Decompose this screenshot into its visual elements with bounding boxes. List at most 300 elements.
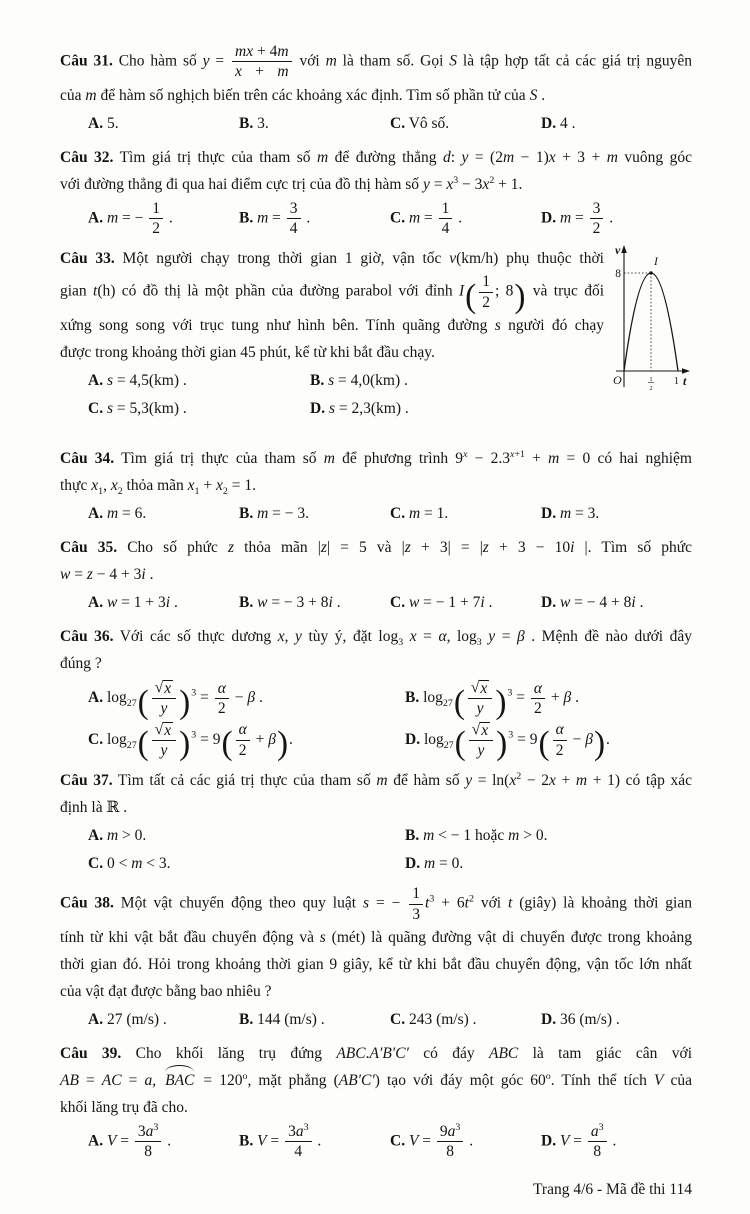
subscript: 27 [443, 739, 454, 751]
math-var: z [404, 539, 411, 557]
math-var: a [295, 1123, 304, 1141]
fraction-denominator: x + m [235, 63, 289, 81]
math-var: x [446, 175, 454, 193]
question-31-line-1: Câu 31. Cho hàm số y = $\frac{mx + 4m}{x + m}$ với m là tham số. Gọi S là tập hợp tất cả các giá trị nguyên [60, 43, 692, 81]
math-var: x [463, 449, 468, 460]
option-39-D: D. V = $\frac{a^3}{8}$ . [541, 1121, 617, 1161]
fraction [590, 199, 604, 239]
math-var: m [277, 63, 289, 81]
math-var: s [328, 400, 335, 418]
option-31-B: B. 3. [239, 114, 269, 132]
math-var: β [247, 689, 256, 707]
math-var: x [548, 772, 556, 790]
question-31-line-2: của m để hàm số nghịch biến trên các khoảng xác định. Tìm số phần tử của S . [60, 86, 546, 104]
superscript: 3 [598, 1121, 604, 1133]
option-37-C: C. 0 < m < 3. [88, 855, 171, 873]
option-label: A. [88, 114, 104, 132]
parabola-figure [610, 241, 692, 393]
question-39-line-1: Câu 39. Cho khối lăng trụ đứng ABC.A′B′C′ có đáy ABC là tam giác cân với [60, 1045, 692, 1063]
fraction-numerator: 3 [287, 200, 301, 219]
subscript: 27 [442, 698, 453, 710]
radicand: x [481, 721, 489, 739]
option-label: C. [88, 400, 104, 418]
fraction [553, 720, 567, 760]
big-paren-open: ( [453, 683, 465, 721]
fraction-denominator: 2 [555, 741, 564, 759]
option-38-A: A. 27 (m/s) . [88, 1011, 167, 1029]
option-34-A: A. m = 6. [88, 505, 147, 523]
fraction-denominator [469, 741, 493, 759]
fraction [152, 678, 176, 719]
math-var: t [464, 894, 469, 912]
big-paren-close: ) [496, 725, 508, 763]
bold-text: Câu 34. [60, 450, 115, 468]
fraction-denominator: 3 [412, 905, 421, 923]
math-var: i [570, 539, 575, 557]
big-paren-close: ) [514, 277, 526, 315]
option-33-C: C. s = 5,3(km) . [88, 400, 187, 418]
math-var: ABC [336, 1045, 366, 1063]
page-footer: Trang 4/6 - Mã đề thi 114 [532, 1180, 692, 1198]
question-32-line-2: với đường thẳng đi qua hai điểm cực trị của đồ thị hàm số $y = x^3 - 3x^2 + 1$. [60, 174, 523, 193]
fraction-numerator: 1 [409, 885, 423, 904]
math-var: x [216, 477, 223, 495]
math-var: β [585, 730, 593, 748]
math-var: v [449, 250, 457, 268]
math-var: m [277, 43, 289, 60]
math-var: m [548, 450, 560, 468]
math-var: x [409, 628, 417, 646]
subscript: 2 [117, 486, 123, 498]
option-38-D: D. 36 (m/s) . [541, 1011, 620, 1029]
option-31-D: D. 4 . [541, 114, 576, 132]
fraction-numerator: $3a^3$ [285, 1123, 311, 1142]
superscript: 3 [455, 1121, 461, 1133]
math-var: x [548, 148, 556, 166]
option-34-C: C. m = 1. [390, 505, 449, 523]
fraction-numerator: $9a^3$ [437, 1123, 463, 1142]
questions [60, 42, 692, 1162]
option-36-B: B. $\log_{27}$( √ x y )$^3$ = $\frac{\alpha}{2}$ + β . [405, 679, 579, 721]
radicand: x [164, 680, 172, 698]
bold-text: Câu 35. [60, 539, 118, 557]
fraction [469, 720, 493, 761]
question-38-line-1: Câu 38. Một vật chuyển động theo quy luật s = − $\frac{1}{3}$ $t^3 + 6t^2$ với t (giây) là khoảng thời gian [60, 885, 692, 923]
math-var: m [106, 827, 119, 845]
fraction-numerator [588, 1123, 607, 1142]
question-33-line-2: gian t(h) có đồ thị là một phần của đường parabol với đỉnh I( $\frac{1}{2}$ ; 8) và trục đối [60, 273, 604, 315]
question-33-line-3: xứng song song với trục tung như hình bên. Tính quãng đường s người đó chạy [60, 317, 604, 335]
vertex-point [649, 272, 652, 275]
big-paren-open: ( [137, 683, 149, 721]
question-37-options-row [60, 850, 692, 877]
big-paren-open: ( [454, 725, 466, 763]
math-var: s [328, 372, 335, 390]
math-var: w [60, 566, 71, 584]
question-33 [60, 245, 692, 423]
bold-text: Câu 39. [60, 1045, 122, 1063]
subscript: 2 [222, 486, 228, 498]
fraction [232, 42, 292, 82]
option-label: B. [405, 827, 420, 845]
math-var: α [217, 679, 226, 697]
fraction [468, 678, 492, 719]
question-38-line-3: thời gian đó. Hỏi trong khoảng thời gian 9 giây, kể từ khi bắt đầu chuyển động, vận tốc lớn nhất [60, 956, 692, 974]
radicand: x [164, 721, 172, 739]
option-label: A. [88, 372, 104, 390]
option-38-C: C. 243 (m/s) . [390, 1011, 477, 1029]
option-label: C. [88, 855, 104, 873]
fraction-numerator: 1 [479, 273, 493, 292]
question-36-options-row [60, 678, 692, 719]
question-39-options-row [60, 1122, 692, 1162]
option-label: A. [88, 1011, 104, 1029]
fraction-numerator [152, 679, 176, 699]
math-var: s [362, 894, 370, 912]
math-var: V [653, 1072, 664, 1090]
option-39-B: B. V = $\frac{3a^3}{4}$ . [239, 1121, 322, 1161]
v-axis-arrow [621, 245, 627, 253]
math-var: d [442, 148, 451, 166]
option-label: D. [405, 855, 421, 873]
superscript: o [545, 1070, 551, 1082]
math-var: V [408, 1132, 419, 1150]
question-37-line-2: định là ℝ . [60, 799, 128, 817]
fraction-denominator: 2 [217, 699, 226, 717]
fraction-denominator [152, 741, 176, 759]
fraction-denominator [152, 699, 176, 717]
math-var: AB [60, 1072, 79, 1090]
math-var: a [447, 1123, 456, 1141]
math-var: mx [235, 43, 254, 60]
option-33-A: A. s = 4,5(km) . [88, 372, 187, 390]
math-var: y [488, 628, 496, 646]
question-36-line-2: đúng ? [60, 655, 102, 673]
question-35 [60, 534, 692, 616]
math-var: y [202, 52, 210, 70]
math-var: m [408, 209, 421, 227]
question-34 [60, 445, 692, 527]
origin-label: O [613, 373, 622, 388]
fraction-denominator: 4 [441, 220, 450, 238]
question-38-line-2: tính từ khi vật bắt đầu chuyển động và s (mét) là quãng đường vật di chuyển được trong khoảng [60, 929, 692, 947]
option-36-C: C. $\log_{27}$( √ x y )$^3$ = 9( $\frac{\alpha}{2}$ + β). [88, 720, 293, 763]
option-label: D. [541, 594, 557, 612]
math-var: i [480, 594, 485, 612]
math-var: V [559, 1132, 570, 1150]
subscript: 27 [126, 698, 137, 710]
fraction [149, 199, 163, 239]
math-var: t [93, 282, 98, 300]
math-var: m [85, 86, 97, 104]
angle-arc-over: BAC [163, 1067, 196, 1094]
math-var: x [91, 477, 99, 495]
math-var: w [408, 594, 420, 612]
fraction [409, 884, 423, 924]
subscript: 3 [398, 637, 404, 649]
option-32-D: D. m = $\frac{3}{2}$ . [541, 199, 614, 238]
question-34-line-1: Câu 34. Tìm giá trị thực của tham số m để phương trình $9^x - 2.3^{x+1} + m = 0$ có hai nghiệm [60, 449, 692, 468]
option-32-C: C. m = $\frac{1}{4}$ . [390, 199, 463, 238]
option-37-A: A. m > 0. [88, 827, 147, 845]
tick-one-label: 1 [674, 376, 679, 388]
superscript: 3 [508, 729, 514, 741]
bold-text: Câu 38. [60, 894, 114, 912]
question-34-line-2: thực $x_1$, $x_2$ thỏa mãn $x_1 + x_2 = 1$. [60, 477, 256, 498]
option-39-C: C. V = $\frac{9a^3}{8}$ . [390, 1121, 474, 1161]
math-var: S [449, 52, 458, 70]
option-label: C. [390, 1011, 406, 1029]
t-axis-arrow [682, 369, 690, 375]
math-var: y [476, 700, 484, 718]
question-32 [60, 144, 692, 239]
option-label: A. [88, 689, 104, 707]
fraction-denominator: 2 [534, 699, 542, 717]
fraction [531, 679, 545, 719]
math-var: A′B′C′ [369, 1045, 409, 1063]
option-label: D. [541, 505, 557, 523]
fraction-numerator [531, 680, 545, 699]
peak-value-label: 8 [615, 268, 621, 281]
math-var: AB′C′ [338, 1072, 375, 1090]
option-39-A: A. V = $\frac{3a^3}{8}$ . [88, 1121, 172, 1161]
math-var: m [559, 505, 572, 523]
question-34-options-row [60, 500, 692, 527]
option-label: B. [239, 114, 254, 132]
superscript: 3 [429, 893, 435, 905]
math-var: x [187, 477, 195, 495]
question-33-options-row [60, 367, 604, 394]
option-34-B: B. m = − 3. [239, 505, 310, 523]
math-var: y [422, 175, 430, 193]
fraction-numerator [152, 721, 176, 741]
superscript: 2 [516, 771, 522, 783]
option-31-A: A. 5. [88, 114, 119, 132]
question-36 [60, 623, 693, 763]
big-paren-close: ) [495, 683, 507, 721]
question-39 [60, 1040, 692, 1162]
question-32-line-1: Câu 32. Tìm giá trị thực của tham số m để đường thẳng d: y = (2m − 1)x + 3 + m vuông góc [60, 148, 692, 166]
fraction-denominator: 4 [294, 1143, 303, 1161]
superscript [463, 449, 467, 460]
math-var: α [555, 721, 564, 739]
big-paren-open: ( [137, 725, 149, 763]
math-var: a [145, 1123, 154, 1141]
option-label: B. [310, 372, 325, 390]
radical-sign: √ [154, 679, 164, 697]
option-label: A. [88, 827, 104, 845]
fraction [287, 199, 301, 239]
math-var: s [319, 929, 326, 947]
math-var: m [559, 209, 572, 227]
subscript: 1 [194, 486, 200, 498]
tick-half-numerator: 1 [649, 376, 653, 384]
big-paren-close: ) [593, 725, 606, 763]
math-var: α [533, 679, 542, 697]
fraction-numerator: 3 [590, 200, 604, 219]
option-label: B. [239, 209, 254, 227]
subscript: 27 [126, 739, 137, 751]
math-var: w [559, 594, 571, 612]
velocity-time-graph [610, 241, 692, 398]
subscript: 1 [98, 486, 104, 498]
math-var: α [238, 721, 247, 739]
square-root [155, 722, 173, 739]
option-35-B: B. w = − 3 + 8i . [239, 594, 341, 612]
math-var: m [408, 505, 421, 523]
option-label: A. [88, 505, 104, 523]
fraction [236, 720, 250, 760]
square-root [472, 722, 490, 739]
question-37 [60, 767, 692, 877]
option-37-B: B. m < − 1 hoặc m > 0. [405, 827, 548, 845]
question-38 [60, 884, 692, 1033]
option-label: D. [541, 209, 557, 227]
math-var: β [517, 628, 525, 646]
v-axis-label: v [615, 243, 621, 258]
superscript: 3 [453, 174, 459, 186]
big-paren-close: ) [276, 725, 289, 763]
math-var: m [131, 855, 143, 873]
fraction-numerator [236, 721, 250, 740]
superscript: 3 [191, 687, 197, 699]
fraction [285, 1122, 311, 1162]
superscript: 3 [153, 1121, 159, 1133]
option-label: A. [88, 594, 104, 612]
math-var: y [461, 148, 469, 166]
math-var: y [477, 742, 485, 760]
question-35-options-row [60, 589, 692, 616]
math-var: i [141, 566, 146, 584]
math-var: m [423, 855, 436, 873]
math-var: x [509, 772, 517, 790]
math-var: w [257, 594, 268, 612]
question-36-line-1: Câu 36. Với các số thực dương x, y tùy ý, đặt $\log_3 x = \alpha$, $\log_3 y = \beta$ . Mệnh đề nào dưới đây [60, 628, 693, 649]
subscript: 3 [476, 637, 482, 649]
fraction-numerator [215, 680, 229, 699]
t-axis-label: t [683, 374, 687, 389]
option-label: B. [239, 1132, 254, 1150]
question-31 [60, 42, 692, 137]
fraction-numerator [553, 721, 567, 740]
tick-half-denominator: 2 [649, 385, 653, 393]
math-var: a [144, 1072, 153, 1090]
question-32-options-row [60, 199, 692, 239]
bold-text: Câu 37. [60, 772, 113, 790]
math-var: m [502, 148, 515, 166]
option-label: C. [390, 114, 406, 132]
math-var: m [423, 827, 435, 845]
option-32-A: A. m = − $\frac{1}{2}$ . [88, 199, 173, 238]
option-36-A: A. $\log_{27}$( √ x y )$^3$ = $\frac{\alpha}{2}$ − β . [88, 679, 263, 721]
fraction-numerator: 1 [439, 200, 453, 219]
math-var: I [458, 282, 465, 300]
math-var: α [438, 628, 447, 646]
option-35-D: D. w = − 4 + 8i . [541, 594, 644, 612]
math-var: AC [101, 1072, 122, 1090]
math-var: m [575, 772, 588, 790]
math-var: β [563, 689, 572, 707]
fraction-numerator: $3a^3$ [135, 1123, 161, 1142]
option-31-C: C. Vô số. [390, 114, 450, 132]
math-var: x [110, 477, 118, 495]
vertex-label: I [654, 256, 658, 269]
math-var: s [106, 400, 113, 418]
big-paren-close: ) [179, 683, 191, 721]
superscript: 3 [191, 729, 197, 741]
fraction-numerator [469, 721, 493, 741]
fraction-denominator: 8 [593, 1143, 602, 1161]
option-38-B: B. 144 (m/s) . [239, 1011, 325, 1029]
fraction-denominator: 2 [238, 741, 247, 759]
question-38-line-4: của vật đạt được bằng bao nhiêu ? [60, 983, 272, 1001]
option-33-B: B. s = 4,0(km) . [310, 372, 408, 390]
fraction [588, 1122, 607, 1162]
question-37-line-1: Câu 37. Tìm tất cả các giá trị thực của tham số m để hàm số $y = \ln(x^2 - 2x + m + 1)$ có tập xác [60, 771, 692, 790]
question-39-line-3: khối lăng trụ đã cho. [60, 1099, 188, 1117]
big-paren-open: ( [538, 725, 550, 763]
math-var: x [482, 175, 490, 193]
math-var: z [320, 539, 327, 557]
math-var: i [328, 594, 333, 612]
fraction-denominator: 8 [144, 1143, 153, 1161]
bold-text: Câu 31. [60, 52, 113, 70]
superscript: 3 [303, 1121, 309, 1133]
math-var: a [590, 1123, 599, 1141]
math-var: s [494, 317, 501, 335]
question-31-options-row [60, 110, 692, 137]
math-var: t [508, 894, 513, 912]
question-38-options-row [60, 1006, 692, 1033]
math-var: m [508, 827, 520, 845]
fraction [479, 272, 493, 312]
math-var: y [465, 772, 473, 790]
option-label: D. [310, 400, 326, 418]
radical-sign: √ [154, 720, 164, 738]
option-32-B: B. m = $\frac{3}{4}$ . [239, 199, 311, 238]
question-33-line-1: Câu 33. Một người chạy trong thời gian 1 giờ, vận tốc v(km/h) phụ thuộc thời [60, 250, 604, 268]
option-label: C. [390, 1132, 406, 1150]
bold-text: Câu 33. [60, 250, 115, 268]
bold-text: Câu 32. [60, 148, 114, 166]
fraction [135, 1122, 161, 1162]
math-var: x [277, 628, 285, 646]
question-35-line-2: w = z − 4 + 3i . [60, 566, 154, 584]
big-paren-open: ( [465, 277, 477, 315]
math-var: m [325, 52, 337, 70]
option-36-D: D. $\log_{27}$( √ x y )$^3$ = 9( $\frac{\alpha}{2}$ − β). [405, 720, 610, 763]
fraction-denominator: 8 [446, 1143, 455, 1161]
math-var: m [257, 505, 269, 523]
math-var: y [295, 628, 302, 646]
fraction-denominator: 2 [592, 220, 601, 238]
math-var: m [606, 148, 618, 166]
superscript: 2 [468, 893, 474, 905]
superscript: 2 [489, 174, 495, 186]
math-var: m [323, 450, 335, 468]
question-36-options-row [60, 720, 692, 761]
fraction-numerator: mx + 4m [232, 43, 292, 62]
math-var: m [106, 505, 119, 523]
math-var: z [228, 539, 235, 557]
math-var: m [376, 772, 388, 790]
math-var: x [235, 63, 242, 81]
option-label: B. [239, 505, 254, 523]
fraction [439, 199, 453, 239]
option-label: C. [390, 209, 406, 227]
option-label: A. [88, 209, 104, 227]
square-root [471, 680, 489, 697]
